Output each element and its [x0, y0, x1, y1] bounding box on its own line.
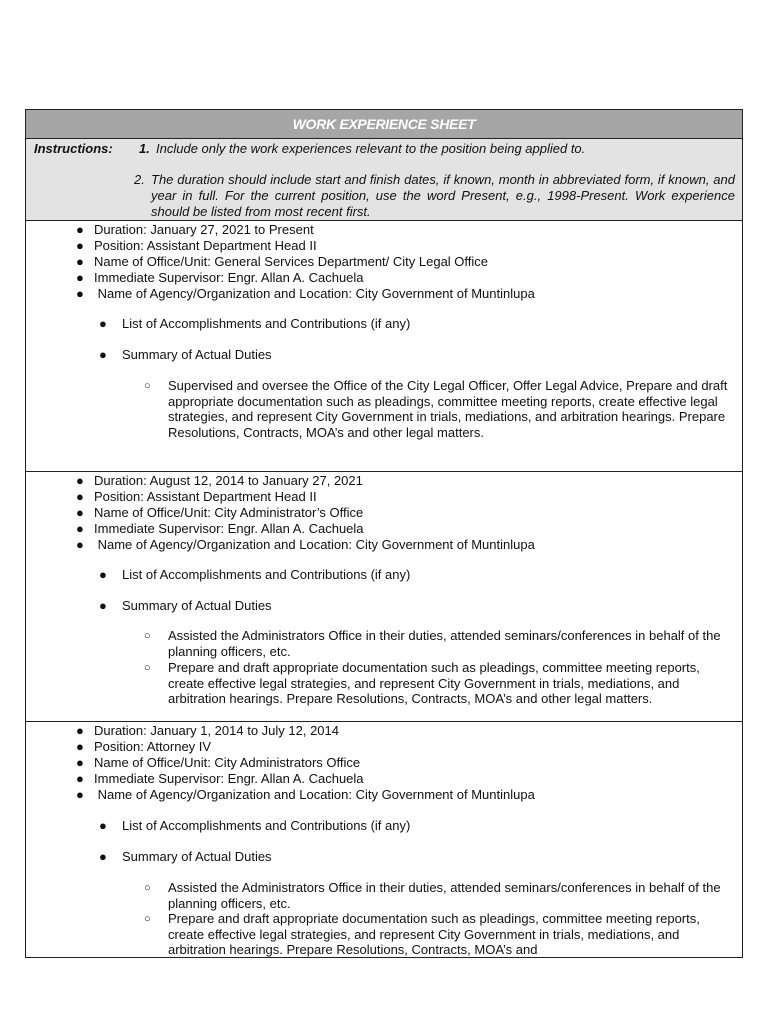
duty-text: Prepare and draft appropriate documentation such as pleadings, committee meeting reports, create effective legal strategies, and represent City Government in trials, mediations, and arbitration hearings. Prepare Resolutions, Contracts, MOA’s and other legal matters.: [168, 660, 700, 706]
position-item: [26, 238, 742, 254]
bullet-icon: ●: [76, 537, 84, 552]
summary-label: Summary of Actual Duties: [122, 347, 272, 362]
instructions-label: Instructions:: [34, 141, 113, 156]
instructions-block: [26, 139, 742, 221]
bullet-icon: ●: [99, 598, 107, 613]
office-item: [26, 755, 742, 771]
bullet-icon: ●: [76, 787, 84, 802]
position-text: Position: Assistant Department Head II: [94, 489, 317, 504]
bullet-icon: ●: [76, 755, 84, 770]
bullet-icon: ●: [99, 347, 107, 362]
agency-item: [26, 537, 742, 553]
agency-text: Name of Agency/Organization and Location: City Government of Muntinlupa: [94, 787, 535, 802]
bullet-icon: ●: [99, 316, 107, 331]
office-item: [26, 505, 742, 521]
position-text: Position: Assistant Department Head II: [94, 238, 317, 253]
duration-text: Duration: August 12, 2014 to January 27, 2021: [94, 473, 363, 488]
circle-bullet-icon: ○: [144, 662, 151, 674]
bullet-icon: ●: [76, 473, 84, 488]
bullet-icon: ●: [99, 567, 107, 582]
office-text: Name of Office/Unit: City Administrator’s Office: [94, 505, 364, 520]
bullet-icon: ●: [76, 489, 84, 504]
accomplishments-label: List of Accomplishments and Contributions (if any): [122, 567, 411, 582]
supervisor-item: [26, 521, 742, 537]
bullet-icon: ●: [76, 739, 84, 754]
supervisor-text: Immediate Supervisor: Engr. Allan A. Cachuela: [94, 771, 364, 786]
bullet-icon: ●: [76, 286, 84, 301]
instruction-1-text: Include only the work experiences relevant to the position being applied to.: [156, 141, 586, 156]
duration-text: Duration: January 27, 2021 to Present: [94, 222, 314, 237]
supervisor-text: Immediate Supervisor: Engr. Allan A. Cachuela: [94, 270, 364, 285]
bullet-icon: ●: [76, 771, 84, 786]
supervisor-text: Immediate Supervisor: Engr. Allan A. Cachuela: [94, 521, 364, 536]
duration-text: Duration: January 1, 2014 to July 12, 2014: [94, 723, 339, 738]
experience-entry: [26, 722, 742, 958]
duration-item: [26, 222, 742, 238]
office-text: Name of Office/Unit: General Services Department/ City Legal Office: [94, 254, 489, 269]
office-item: [26, 254, 742, 270]
entry-info-list: [26, 473, 742, 553]
bullet-icon: ●: [99, 849, 107, 864]
agency-item: [26, 787, 742, 803]
instruction-2-number: 2.: [134, 172, 145, 187]
bullet-icon: ●: [99, 818, 107, 833]
circle-bullet-icon: ○: [144, 380, 151, 392]
agency-item: [26, 286, 742, 302]
bullet-icon: ●: [76, 723, 84, 738]
entry-info-list: [26, 222, 742, 302]
bullet-icon: ●: [76, 254, 84, 269]
summary-label: Summary of Actual Duties: [122, 598, 272, 613]
duration-item: [26, 473, 742, 489]
entry-info-list: [26, 723, 742, 803]
supervisor-item: [26, 771, 742, 787]
duty-text: Assisted the Administrators Office in their duties, attended seminars/conferences in behalf of the planning officers, etc.: [168, 628, 721, 659]
supervisor-item: [26, 270, 742, 286]
position-item: [26, 489, 742, 505]
bullet-icon: ●: [76, 505, 84, 520]
agency-text: Name of Agency/Organization and Location: City Government of Muntinlupa: [94, 286, 535, 301]
work-experience-sheet: [25, 109, 743, 958]
instruction-2-text: The duration should include start and finish dates, if known, month in abbreviated form, if known, and year in full. For the current position, use the word Present, e.g., 1998-Present. Work experience should be listed from most recent first.: [151, 172, 735, 219]
accomplishments-label: List of Accomplishments and Contributions (if any): [122, 316, 411, 331]
circle-bullet-icon: ○: [144, 913, 151, 925]
bullet-icon: ●: [76, 270, 84, 285]
duty-text: Assisted the Administrators Office in their duties, attended seminars/conferences in behalf of the planning officers, etc.: [168, 880, 721, 911]
position-text: Position: Attorney IV: [94, 739, 212, 754]
experience-entry: [26, 472, 742, 722]
circle-bullet-icon: ○: [144, 882, 151, 894]
office-text: Name of Office/Unit: City Administrators Office: [94, 755, 361, 770]
circle-bullet-icon: ○: [144, 630, 151, 642]
instruction-1-number: 1.: [139, 141, 150, 156]
duty-text: Prepare and draft appropriate documentation such as pleadings, committee meeting reports, create effective legal strategies, and represent City Government in trials, mediations, and arbitration hearings. Prepare Resolutions, Contracts, MOA’s and: [168, 911, 700, 957]
summary-label: Summary of Actual Duties: [122, 849, 272, 864]
experience-entry: [26, 221, 742, 472]
bullet-icon: ●: [76, 238, 84, 253]
position-item: [26, 739, 742, 755]
duty-text: Supervised and oversee the Office of the City Legal Officer, Offer Legal Advice, Prepare and draft appropriate documentation such as pleadings, committee meeting reports, create effective legal strategies, and represent City Government in trials, mediations, and arbitration hearings. Prepare Resolutions, Contracts, MOA’s and other legal matters.: [168, 378, 728, 440]
sheet-title: WORK EXPERIENCE SHEET: [26, 110, 742, 139]
bullet-icon: ●: [76, 521, 84, 536]
duration-item: [26, 723, 742, 739]
accomplishments-label: List of Accomplishments and Contributions (if any): [122, 818, 411, 833]
agency-text: Name of Agency/Organization and Location: City Government of Muntinlupa: [94, 537, 535, 552]
bullet-icon: ●: [76, 222, 84, 237]
